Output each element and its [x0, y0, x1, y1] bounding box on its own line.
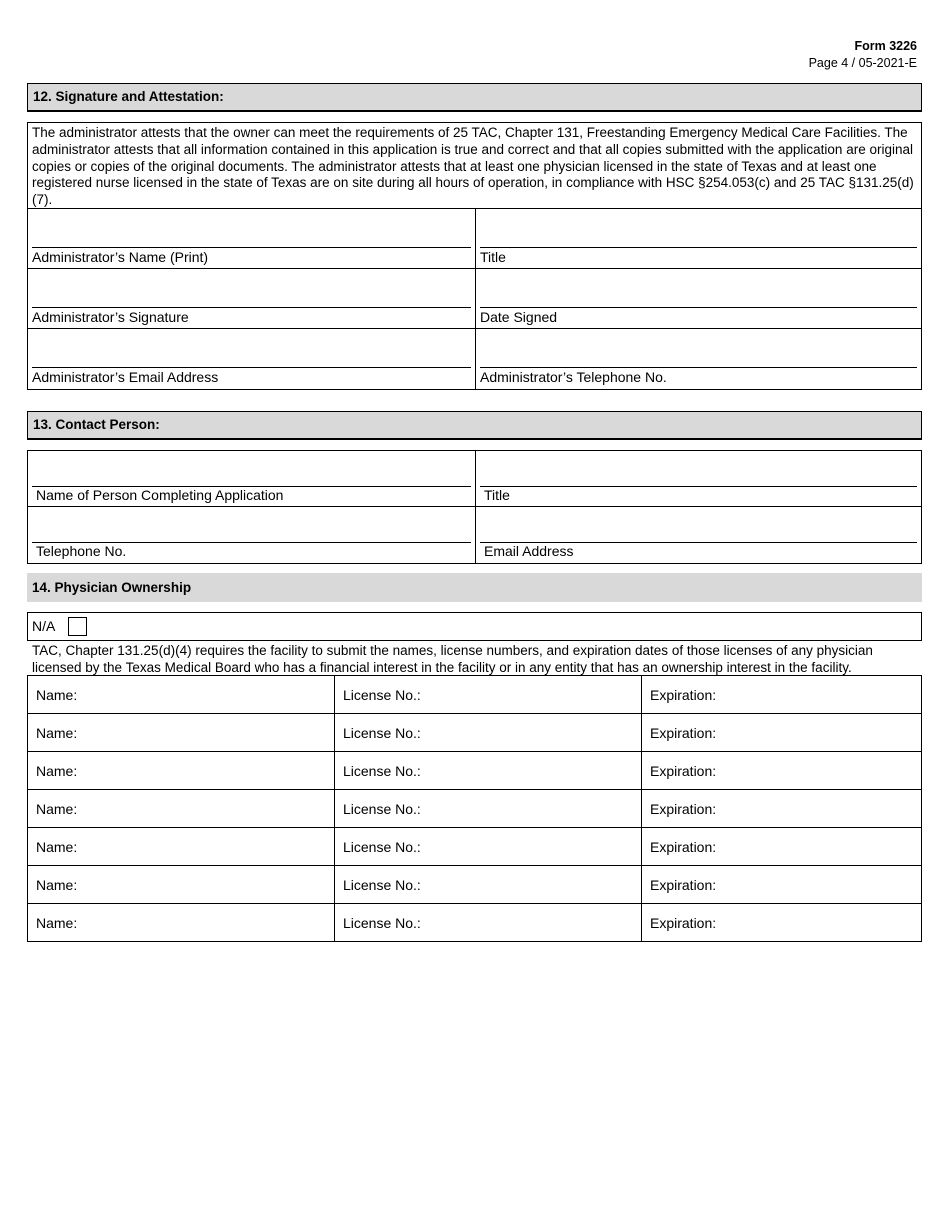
- contact-box: [27, 450, 922, 564]
- license-number-cell[interactable]: License No.:: [335, 714, 642, 752]
- contact-name-label: Name of Person Completing Application: [36, 487, 284, 503]
- section-14-title: 14. Physician Ownership: [27, 573, 922, 602]
- table-row: [28, 790, 922, 828]
- form-number: Form 3226: [854, 39, 917, 53]
- physician-name-cell[interactable]: Name:: [28, 790, 335, 828]
- expiration-cell[interactable]: Expiration:: [642, 790, 922, 828]
- signature-line: [480, 307, 917, 308]
- contact-email-label: Email Address: [484, 543, 574, 559]
- signature-line: [480, 367, 917, 368]
- expiration-cell[interactable]: Expiration:: [642, 866, 922, 904]
- table-row: [28, 714, 922, 752]
- na-checkbox[interactable]: [68, 617, 87, 636]
- attestation-box: [27, 122, 922, 390]
- contact-phone-row: [28, 507, 921, 563]
- license-number-cell[interactable]: License No.:: [335, 752, 642, 790]
- expiration-cell[interactable]: Expiration:: [642, 676, 922, 714]
- physician-name-cell[interactable]: Name:: [28, 676, 335, 714]
- table-row: [28, 866, 922, 904]
- table-row: [28, 904, 922, 942]
- signature-line: [480, 247, 917, 248]
- attestation-text: The administrator attests that the owner can meet the requirements of 25 TAC, Chapter 131, Freestanding Emergency Medical Care Facilities. The administrator attests that all information contained in this application is true and correct and that all copies submitted with the application are original copies or copies of the original documents. The administrator attests that at least one physician licensed in the state of Texas and at least one registered nurse licensed in the state of Texas are on site during all hours of operation, in compliance with HSC §254.053(c) and 25 TAC §131.25(d)(7).: [28, 123, 921, 209]
- table-row: [28, 752, 922, 790]
- contact-title-label: Title: [484, 487, 510, 503]
- na-label: N/A: [32, 618, 56, 634]
- date-signed-field[interactable]: [475, 269, 921, 328]
- signature-line: [32, 307, 471, 308]
- admin-telephone-label: Administrator’s Telephone No.: [480, 369, 667, 385]
- contact-phone-label: Telephone No.: [36, 543, 127, 559]
- table-row: [28, 676, 922, 714]
- admin-title-field[interactable]: [475, 209, 921, 268]
- admin-name-field[interactable]: [28, 209, 475, 268]
- expiration-cell[interactable]: Expiration:: [642, 752, 922, 790]
- license-number-cell[interactable]: License No.:: [335, 790, 642, 828]
- license-number-cell[interactable]: License No.:: [335, 676, 642, 714]
- physician-name-cell[interactable]: Name:: [28, 866, 335, 904]
- contact-phone-field[interactable]: [28, 507, 475, 563]
- admin-name-label: Administrator’s Name (Print): [32, 249, 209, 265]
- section-13-title: 13. Contact Person:: [27, 411, 922, 440]
- signature-line: [32, 247, 471, 248]
- license-number-cell[interactable]: License No.:: [335, 904, 642, 942]
- expiration-cell[interactable]: Expiration:: [642, 828, 922, 866]
- form-header: [809, 38, 917, 72]
- na-row: [27, 612, 922, 641]
- admin-contact-row: [28, 329, 921, 389]
- physician-name-cell[interactable]: Name:: [28, 752, 335, 790]
- date-signed-label: Date Signed: [480, 309, 558, 325]
- physician-name-cell[interactable]: Name:: [28, 714, 335, 752]
- page-info: Page 4 / 05-2021-E: [808, 56, 917, 70]
- contact-name-row: [28, 451, 921, 507]
- table-row: [28, 828, 922, 866]
- contact-name-field[interactable]: [28, 451, 475, 506]
- physician-license-table: [27, 675, 922, 942]
- admin-name-row: [28, 209, 921, 269]
- license-number-cell[interactable]: License No.:: [335, 828, 642, 866]
- contact-title-field[interactable]: [475, 451, 921, 506]
- admin-signature-label: Administrator’s Signature: [32, 309, 189, 325]
- admin-title-label: Title: [480, 249, 506, 265]
- physician-name-cell[interactable]: Name:: [28, 904, 335, 942]
- admin-email-label: Administrator’s Email Address: [32, 369, 219, 385]
- signature-line: [32, 367, 471, 368]
- admin-telephone-field[interactable]: [475, 329, 921, 389]
- section-12-title: 12. Signature and Attestation:: [27, 83, 922, 112]
- admin-signature-field[interactable]: [28, 269, 475, 328]
- expiration-cell[interactable]: Expiration:: [642, 904, 922, 942]
- contact-email-field[interactable]: [475, 507, 921, 563]
- physician-name-cell[interactable]: Name:: [28, 828, 335, 866]
- signature-line: [480, 486, 917, 487]
- expiration-cell[interactable]: Expiration:: [642, 714, 922, 752]
- physician-ownership-description: TAC, Chapter 131.25(d)(4) requires the facility to submit the names, license numbers, and expiration dates of those licenses of any physician licensed by the Texas Medical Board who has a financial interest in the facility or in any entity that has an ownership interest in the facility.: [32, 643, 873, 675]
- license-number-cell[interactable]: License No.:: [335, 866, 642, 904]
- admin-signature-row: [28, 269, 921, 329]
- admin-email-field[interactable]: [28, 329, 475, 389]
